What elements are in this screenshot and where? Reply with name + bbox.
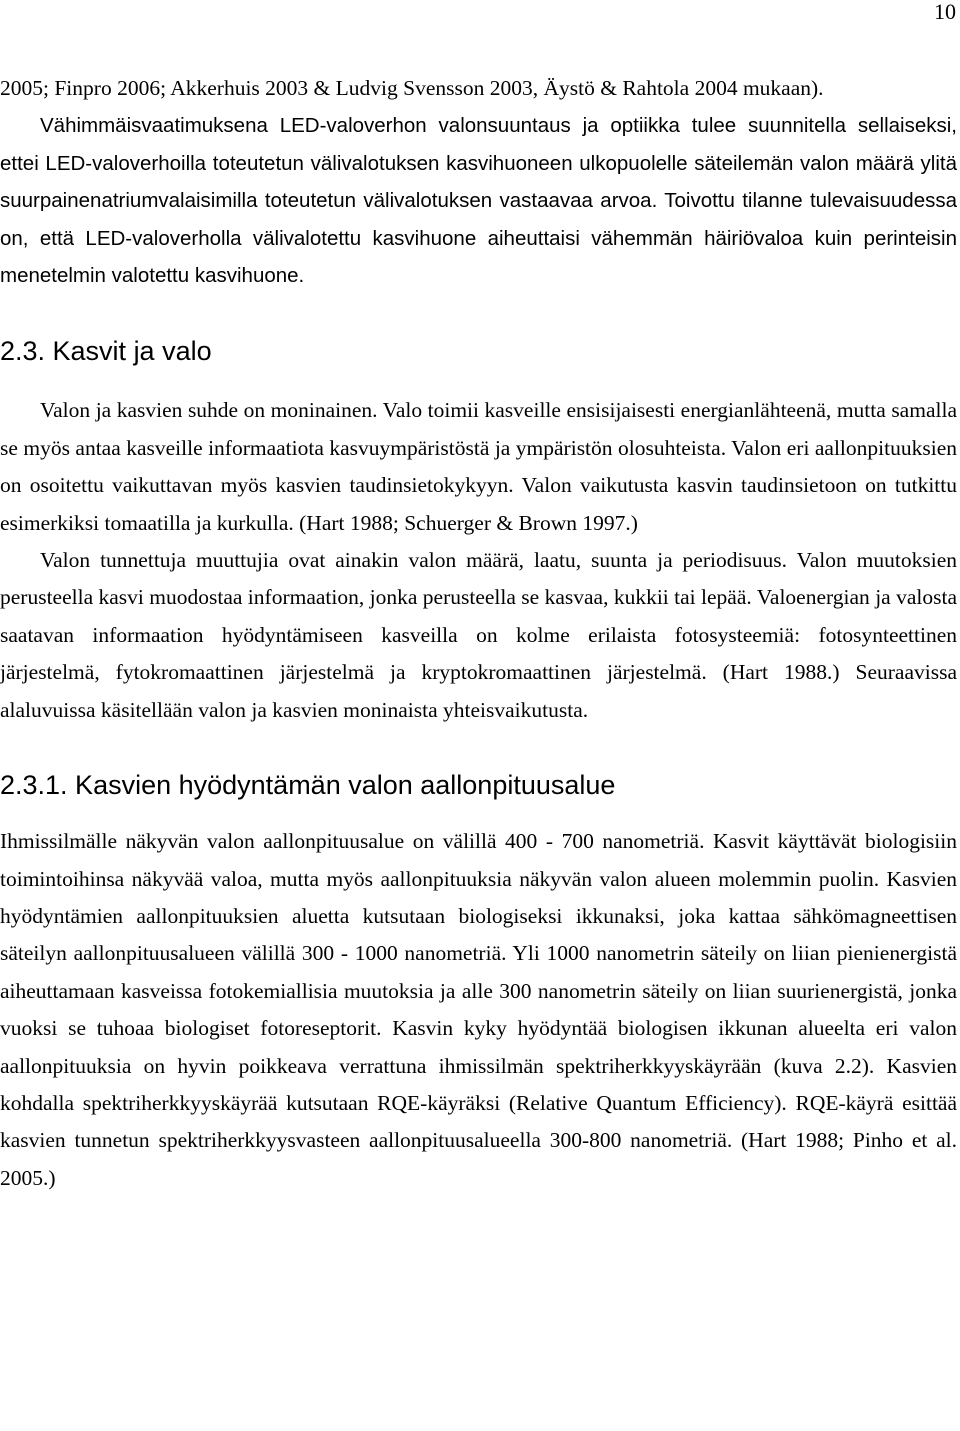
page-number: 10 <box>934 0 956 24</box>
paragraph-led-requirements: Vähimmäisvaatimuksena LED-valoverhon valonsuuntaus ja optiikka tulee suunnitella sellaiseksi, ettei LED-valoverhoilla toteutetun välivalotuksen kasvihuoneen ulkopuolelle säteilemän valon määrä ylitä suurpainenatriumvalaisimilla toteutetun välivalotuksen vastaavaa arvoa. Toivottu tilanne tulevaisuudessa on, että LED-valoverholla välivalotettu kasvihuone aiheuttaisi vähemmän häiriövaloa kuin perinteisin menetelmin valotettu kasvihuone. <box>0 114 957 288</box>
paragraph-citation-continuation: 2005; Finpro 2006; Akkerhuis 2003 & Ludvig Svensson 2003, Äystö & Rahtola 2004 mukaan). <box>0 76 824 100</box>
paragraph-light-variables: Valon tunnettuja muuttujia ovat ainakin valon määrä, laatu, suunta ja periodisuus. Valon muutoksien perusteella kasvi muodostaa informaation, jonka perusteella se kasvaa, kukkii tai lepää. Valoenergian ja valosta saatavan informaation hyödyntämiseen kasveilla on kolme erilaista fotosysteemiä: fotosynteettinen järjestelmä, fytokromaattinen järjestelmä ja kryptokromaattinen järjestelmä. (Hart 1988.) Seuraavissa alaluvuissa käsitellään valon ja kasvien moninaista yhteisvaikutusta. <box>0 548 957 722</box>
paragraph-plants-and-light: Valon ja kasvien suhde on moninainen. Valo toimii kasveille ensisijaisesti energianlähteenä, mutta samalla se myös antaa kasveille informaatiota kasvuympäristöstä ja ympäristön olosuhteista. Valon eri aallonpituuksien on osoitettu vaikuttavan myös kasvien taudinsietokykyyn. Valon vaikutusta kasvin taudinsietoon on tutkittu esimerkiksi tomaatilla ja kurkulla. (Hart 1988; Schuerger & Brown 1997.) <box>0 398 957 535</box>
section-heading: 2.3. Kasvit ja valo <box>0 336 212 367</box>
document-body <box>0 70 957 1197</box>
subsection-heading: 2.3.1. Kasvien hyödyntämän valon aallonpituusalue <box>0 770 616 801</box>
paragraph-wavelength-range: Ihmissilmälle näkyvän valon aallonpituusalue on välillä 400 - 700 nanometriä. Kasvit käyttävät biologisiin toimintoihinsa näkyvää valoa, mutta myös aallonpituuksia näkyvän valon alueen molemmin puolin. Kasvien hyödyntämien aallonpituuksien aluetta kutsutaan biologiseksi ikkunaksi, joka kattaa sähkömagneettisen säteilyn aallonpituusalueen välillä 300 - 1000 nanometriä. Yli 1000 nanometrin säteily on liian pienienergistä aiheuttamaan kasveissa fotokemiallisia muutoksia ja alle 300 nanometrin säteily on liian suurienergistä, jonka vuoksi se tuhoaa biologiset fotoreseptorit. Kasvin kyky hyödyntää biologisen ikkunan alueelta eri valon aallonpituuksia on hyvin poikkeava verrattuna ihmissilmän spektriherkkyyskäyrään (kuva 2.2). Kasvien kohdalla spektriherkkyyskäyrää kutsutaan RQE-käyräksi (Relative Quantum Efficiency). RQE-käyrä esittää kasvien tunnetun spektriherkkyysvasteen aallonpituusalueella 300-800 nanometriä. (Hart 1988; Pinho et al. 2005.) <box>0 829 957 1190</box>
